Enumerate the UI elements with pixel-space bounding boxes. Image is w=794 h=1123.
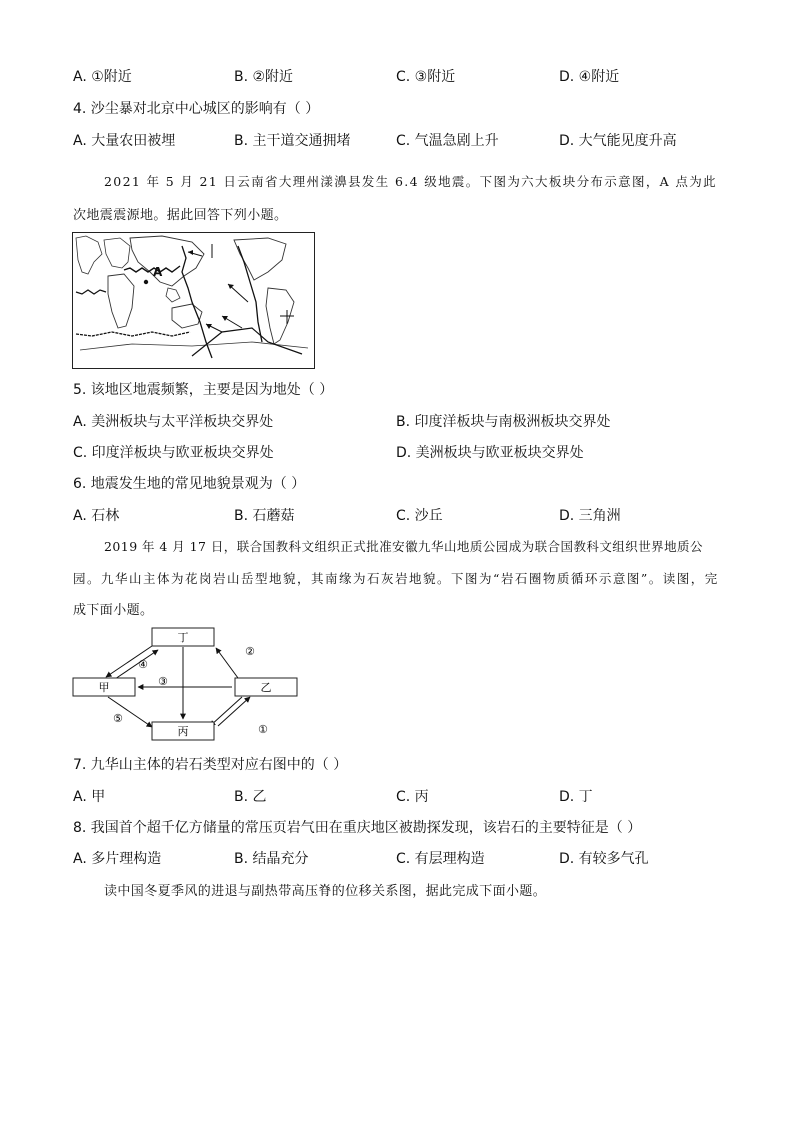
arrow-num-2: ② — [245, 645, 255, 658]
q5-option-c: C. 印度洋板块与欧亚板块交界处 — [73, 445, 274, 461]
q6-option-a: A. 石林 — [73, 508, 120, 524]
arrow-yi-to-bing — [210, 697, 242, 726]
q7-option-a: A. 甲 — [73, 789, 106, 805]
q4-option-d: D. 大气能见度升高 — [559, 133, 677, 149]
q6-option-b: B. 石蘑菇 — [234, 508, 295, 524]
box-bing-label: 丙 — [177, 725, 189, 738]
q6-option-c: C. 沙丘 — [396, 508, 443, 524]
q4-option-b: B. 主干道交通拥堵 — [234, 133, 351, 149]
box-ding-label: 丁 — [177, 631, 189, 644]
arrow-jia-to-ding — [112, 650, 158, 681]
box-yi-label: 乙 — [260, 681, 272, 694]
rock-cycle-diagram — [72, 626, 302, 742]
q7-option-b: B. 乙 — [234, 789, 267, 805]
arrow-num-1: ① — [258, 723, 268, 736]
box-jia-label: 甲 — [98, 681, 110, 694]
plate-distribution-map — [72, 232, 315, 369]
q5-stem: 5. 该地区地震频繁，主要是因为地处（ ） — [73, 382, 334, 398]
arrow-num-4: ④ — [138, 658, 148, 671]
q6-stem: 6. 地震发生地的常见地貌景观为（ ） — [73, 476, 306, 492]
q5-option-b: B. 印度洋板块与南极洲板块交界处 — [396, 414, 611, 430]
q7-stem: 7. 九华山主体的岩石类型对应右图中的（ ） — [73, 757, 348, 773]
q4-stem: 4. 沙尘暴对北京中心城区的影响有（ ） — [73, 101, 320, 117]
arrow-num-3: ③ — [158, 675, 168, 688]
q8-option-d: D. 有较多气孔 — [559, 851, 649, 867]
jiuhua-intro-line3: 成下面小题。 — [73, 603, 154, 618]
q8-option-b: B. 结晶充分 — [234, 851, 309, 867]
q4-option-c: C. 气温急剧上升 — [396, 133, 499, 149]
q6-option-d: D. 三角洲 — [559, 508, 621, 524]
jiuhua-intro-line2: 园。九华山主体为花岗岩山岳型地貌，其南缘为石灰岩地貌。下图为“岩石圈物质循环示意图”。读图，完 — [73, 571, 719, 586]
q7-option-d: D. 丁 — [559, 789, 593, 805]
arrow-num-5: ⑤ — [113, 712, 123, 725]
q3-option-c: C. ③附近 — [396, 69, 456, 85]
arrow-yi-to-ding — [216, 648, 238, 678]
quake-intro-line2: 次地震震源地。据此回答下列小题。 — [73, 208, 288, 223]
q8-stem: 8. 我国首个超千亿方储量的常压页岩气田在重庆地区被勘探发现，该岩石的主要特征是（ ） — [73, 820, 642, 836]
q4-option-a: A. 大量农田被埋 — [73, 133, 176, 149]
jiuhua-intro-line1: 2019 年 4 月 17 日，联合国教科文组织正式批准安徽九华山地质公园成为联合国教科文组织世界地质公 — [104, 539, 703, 554]
q7-option-c: C. 丙 — [396, 789, 429, 805]
quake-intro-line1: 2021 年 5 月 21 日云南省大理州漾濞县发生 6.4 级地震。下图为六大板块分布示意图，A 点为此 — [104, 174, 717, 189]
arrow-bing-to-yi — [218, 697, 250, 726]
quake-point-a — [144, 280, 148, 284]
q5-option-a: A. 美洲板块与太平洋板块交界处 — [73, 414, 274, 430]
q8-option-a: A. 多片理构造 — [73, 851, 162, 867]
monsoon-intro: 读中国冬夏季风的进退与副热带高压脊的位移关系图，据此完成下面小题。 — [104, 884, 547, 899]
q3-option-d: D. ④附近 — [559, 69, 620, 85]
quake-point-label: A — [153, 265, 163, 279]
q3-option-a: A. ①附近 — [73, 69, 132, 85]
q8-option-c: C. 有层理构造 — [396, 851, 485, 867]
q5-option-d: D. 美洲板块与欧亚板块交界处 — [396, 445, 584, 461]
q3-option-b: B. ②附近 — [234, 69, 294, 85]
